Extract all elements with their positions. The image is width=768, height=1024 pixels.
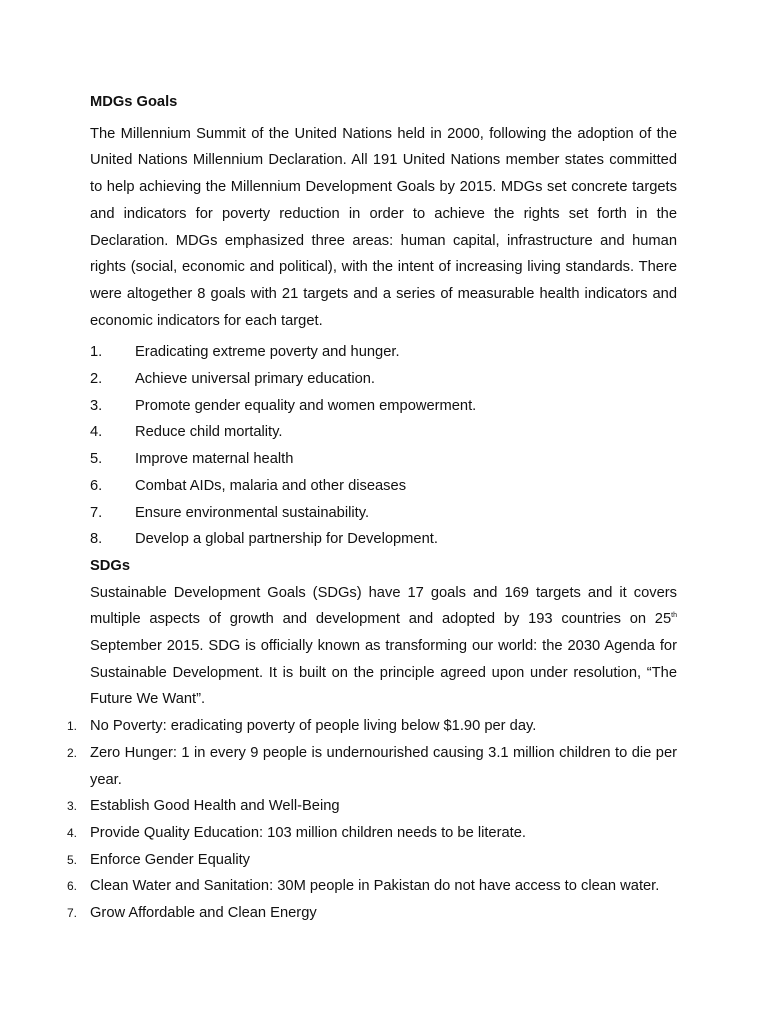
list-item-number: 3.	[90, 397, 103, 414]
list-item-text: Enforce Gender Equality	[90, 851, 251, 868]
list-item-number: 2.	[90, 371, 103, 388]
list-item-text: Achieve universal primary education.	[135, 371, 376, 388]
list-item	[90, 419, 677, 446]
sdgs-heading: SDGs	[90, 557, 130, 574]
list-item	[90, 500, 677, 527]
list-item	[67, 820, 677, 847]
list-item-text: Eradicating extreme poverty and hunger.	[135, 344, 400, 361]
list-item-number: 4.	[90, 424, 103, 441]
list-item	[90, 393, 677, 420]
list-item	[67, 713, 677, 740]
sdgs-intro-text-part2: September 2015. SDG is officially known as transforming our world: the 2030 Agenda for Sustainable Development. It is built on the principle agreed upon under resolution, “The Future We Want”.	[90, 638, 677, 708]
sdgs-intro-paragraph	[90, 580, 677, 714]
list-item-text: Combat AIDs, malaria and other diseases	[135, 477, 407, 494]
list-item-number: 7.	[90, 504, 103, 521]
list-item	[67, 793, 677, 820]
list-item-number: 7.	[67, 906, 78, 921]
list-item-text: Grow Affordable and Clean Energy	[90, 905, 317, 922]
list-item-number: 2.	[67, 745, 78, 760]
list-item-number: 4.	[67, 825, 78, 840]
sdgs-goal-list	[67, 713, 677, 927]
list-item-number: 6.	[90, 477, 103, 494]
list-item-number: 8.	[90, 531, 103, 548]
list-item	[90, 526, 677, 553]
list-item	[90, 446, 677, 473]
list-item-text: Develop a global partnership for Development.	[135, 531, 438, 548]
list-item-number: 5.	[67, 852, 78, 867]
mdgs-heading: MDGs Goals	[90, 94, 178, 110]
list-item-number: 1.	[67, 719, 78, 734]
list-item-text: Improve maternal health	[135, 451, 294, 468]
list-item	[90, 339, 677, 366]
list-item-text: Provide Quality Education: 103 million children needs to be literate.	[90, 824, 526, 841]
mdgs-goal-list	[90, 339, 677, 553]
list-item-number: 6.	[67, 879, 78, 894]
sdgs-intro-text-part1: Sustainable Development Goals (SDGs) have 17 goals and 169 targets and it covers multiple aspects of growth and development and adopted by 193 countries on 25	[90, 584, 677, 628]
list-item	[67, 873, 677, 900]
list-item	[90, 366, 677, 393]
mdgs-intro-paragraph: The Millennium Summit of the United Nations held in 2000, following the adoption of the United Nations Millennium Declaration. All 191 United Nations member states committed to help achieving the Millennium Development Goals by 2015. MDGs set concrete targets and indicators for poverty reduction in order to achieve the rights set forth in the Declaration. MDGs emphasized three areas: human capital, infrastructure and human rights (social, economic and political), with the intent of increasing living standards. There were altogether 8 goals with 21 targets and a series of measurable health indicators and economic indicators for each target.	[90, 125, 677, 329]
list-item	[67, 847, 677, 874]
list-item-number: 3.	[67, 799, 78, 814]
list-item-text: Clean Water and Sanitation: 30M people in Pakistan do not have access to clean water.	[90, 878, 660, 895]
ordinal-suffix: th	[671, 612, 677, 620]
list-item-number: 5.	[90, 451, 103, 468]
list-item-text: Reduce child mortality.	[135, 424, 283, 441]
list-item-text: Establish Good Health and Well-Being	[90, 798, 340, 815]
list-item-text: Zero Hunger: 1 in every 9 people is undernourished causing 3.1 million children to die per year.	[90, 744, 677, 788]
list-item	[67, 740, 677, 793]
list-item-number: 1.	[90, 344, 103, 361]
list-item-text: Ensure environmental sustainability.	[135, 504, 370, 521]
list-item	[90, 473, 677, 500]
list-item-text: Promote gender equality and women empowerment.	[135, 397, 477, 414]
list-item	[67, 900, 677, 927]
list-item-text: No Poverty: eradicating poverty of people living below $1.90 per day.	[90, 718, 537, 735]
document-body	[67, 89, 677, 927]
